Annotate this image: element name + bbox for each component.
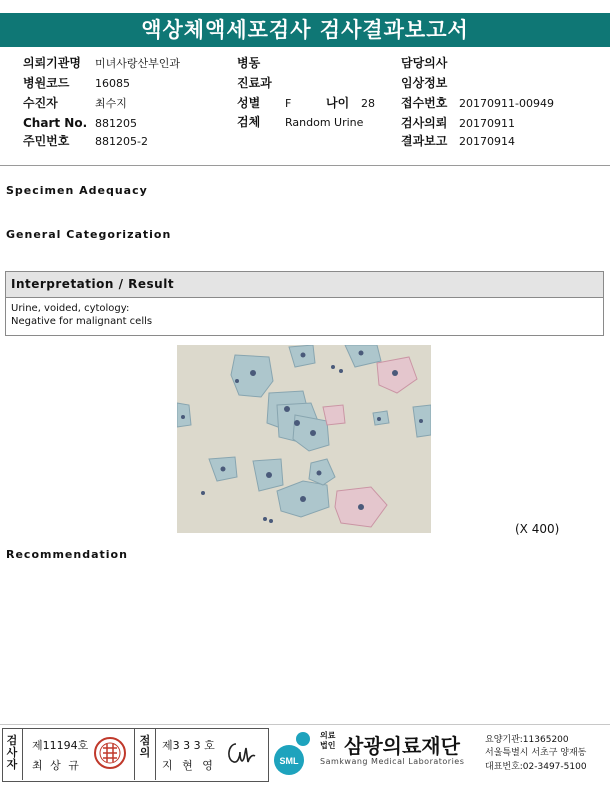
reviewer-separator bbox=[155, 728, 156, 780]
ward-label: 병동 bbox=[237, 56, 261, 70]
doctor-label: 담당의사 bbox=[401, 56, 448, 70]
info-address: 서울특별시 서초구 양재동 bbox=[485, 748, 587, 758]
magnification-label: (X 400) bbox=[515, 522, 560, 536]
report-title: 액상체액세포검사 검사결과보고서 bbox=[0, 13, 610, 47]
dept-label: 진료과 bbox=[237, 76, 272, 90]
receipt-value: 20170911-00949 bbox=[459, 97, 554, 110]
reviewer-separator-left bbox=[134, 728, 135, 780]
report-label: 결과보고 bbox=[401, 134, 448, 148]
reviewer-name: 지 현 영 bbox=[162, 759, 216, 772]
interpretation-line-2: Negative for malignant cells bbox=[11, 316, 153, 327]
org-name: 삼광의료재단 bbox=[344, 734, 460, 758]
header-divider bbox=[0, 165, 610, 166]
institution-value: 미녀사랑산부인과 bbox=[95, 57, 181, 70]
resident-value: 881205-2 bbox=[95, 135, 148, 148]
request-value: 20170911 bbox=[459, 117, 515, 130]
reviewer-license: 제3 3 3 호 bbox=[162, 739, 215, 752]
age-label: 나이 bbox=[326, 96, 350, 110]
patient-label: 수진자 bbox=[23, 96, 58, 110]
sex-label: 성별 bbox=[237, 96, 261, 110]
examiner-separator bbox=[22, 728, 23, 780]
examiner-label: 검사자 bbox=[6, 734, 18, 771]
receipt-label: 접수번호 bbox=[401, 96, 448, 110]
report-value: 20170914 bbox=[459, 135, 515, 148]
patient-value: 최수지 bbox=[95, 97, 127, 110]
specimen-value: Random Urine bbox=[285, 116, 364, 129]
interpretation-heading: Interpretation / Result bbox=[6, 272, 603, 298]
chart-label: Chart No. bbox=[23, 116, 88, 130]
interpretation-line-1: Urine, voided, cytology: bbox=[11, 303, 130, 314]
age-value: 28 bbox=[361, 97, 375, 110]
request-label: 검사의뢰 bbox=[401, 116, 448, 130]
hospital-code-value: 16085 bbox=[95, 77, 130, 90]
specimen-adequacy-heading: Specimen Adequacy bbox=[6, 184, 148, 197]
resident-label: 주민번호 bbox=[23, 134, 70, 148]
reviewer-label: 점의 bbox=[139, 734, 151, 759]
sml-logo-icon bbox=[270, 730, 316, 778]
chart-value: 881205 bbox=[95, 117, 137, 130]
seal-icon bbox=[93, 736, 127, 770]
org-english-name: Samkwang Medical Laboratories bbox=[320, 757, 465, 766]
sex-value: F bbox=[285, 97, 292, 110]
sml-logo-text: SML bbox=[279, 756, 299, 766]
hospital-code-label: 병원코드 bbox=[23, 76, 70, 90]
cytology-micrograph bbox=[177, 345, 431, 533]
recommendation-heading: Recommendation bbox=[6, 548, 128, 561]
footer-divider bbox=[0, 724, 610, 725]
interpretation-box bbox=[5, 271, 604, 336]
signature-icon bbox=[222, 738, 258, 768]
examiner-name: 최 상 규 bbox=[32, 759, 81, 772]
specimen-label: 검체 bbox=[237, 115, 261, 129]
org-type-label: 의료법인 bbox=[320, 731, 336, 750]
info-phone: 대표번호:02-3497-5100 bbox=[485, 762, 587, 772]
examiner-license: 제11194호 bbox=[32, 739, 89, 752]
info-code: 요양기관:11365200 bbox=[485, 735, 569, 745]
institution-label: 의뢰기관명 bbox=[23, 56, 81, 70]
general-categorization-heading: General Categorization bbox=[6, 228, 172, 241]
clinical-label: 임상정보 bbox=[401, 76, 448, 90]
